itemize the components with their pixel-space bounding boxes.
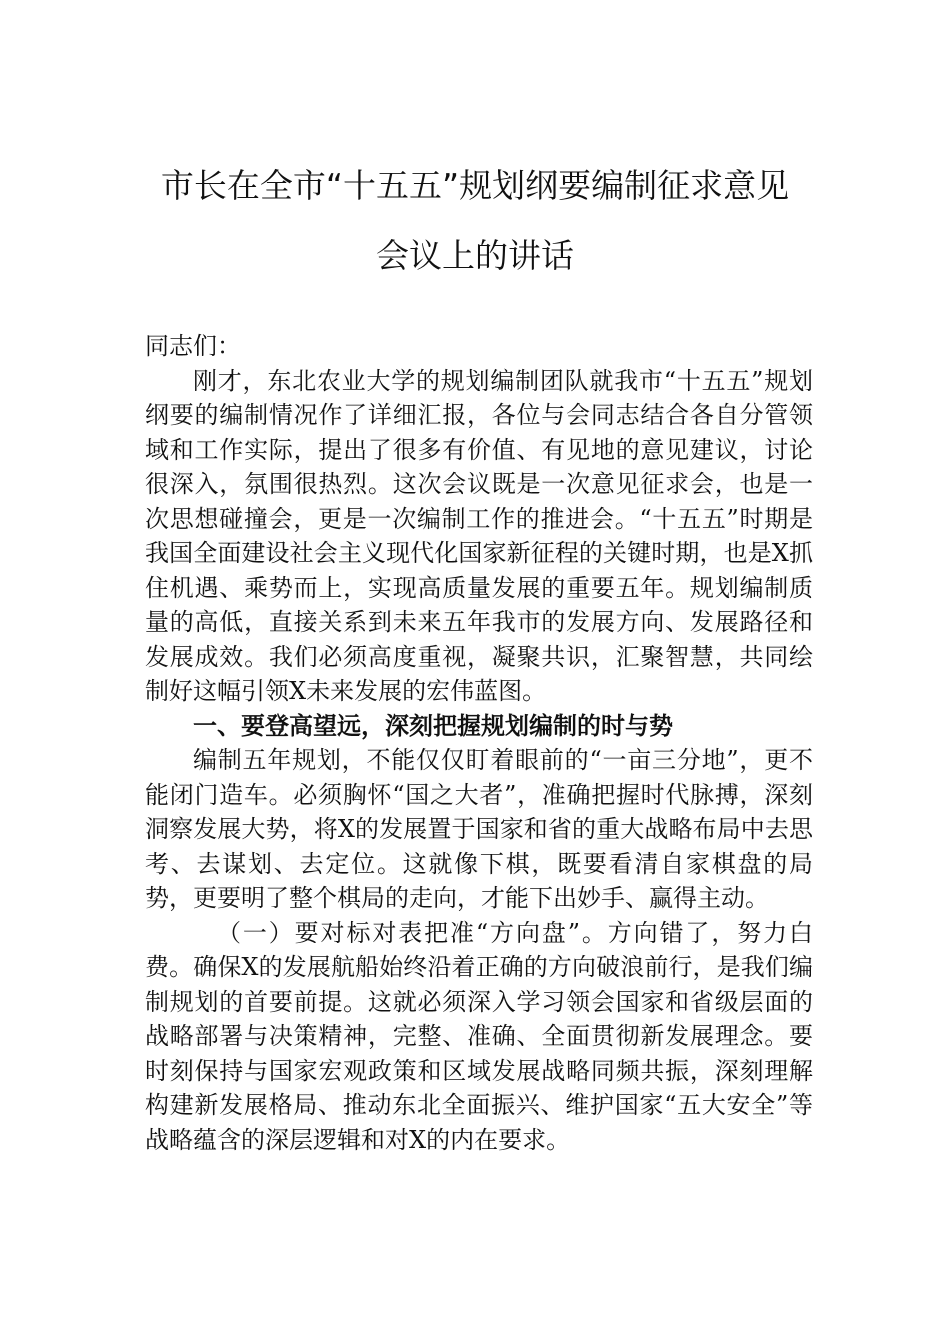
salutation: 同志们： <box>145 332 241 360</box>
section-heading-1: 一、要登高望远，深刻把握规划编制的时与势 <box>193 711 673 740</box>
body-paragraph-section-1: 编制五年规划，不能仅仅盯着眼前的“一亩三分地”，更不能闭门造车。必须胸怀“国之大者”，准确把握时代脉搏，深刻洞察发展大势，将X的发展置于国家和省的重大战略布局中去思考、去谋划、去定位。这就像下棋，既要看清自家棋盘的局势，更要明了整个棋局的走向，才能下出妙手、赢得主动。 <box>145 746 813 912</box>
body-paragraph-subsection-1: （一）要对标对表把准“方向盘”。方向错了，努力白费。确保X的发展航船始终沿着正确的方向破浪前行，是我们编制规划的首要前提。这就必须深入学习领会国家和省级层面的战略部署与决策精神，完整、准确、全面贯彻新发展理念。要时刻保持与国家宏观政策和区域发展战略同频共振，深刻理解构建新发展格局、推动东北全面振兴、维护国家“五大安全”等战略蕴含的深层逻辑和对X的内在要求。 <box>145 918 813 1154</box>
document-title-line-1: 市长在全市“十五五”规划纲要编制征求意见 <box>160 166 790 205</box>
document-body <box>145 329 813 1157</box>
document-title-line-2: 会议上的讲话 <box>376 236 574 275</box>
body-paragraph-intro: 刚才，东北农业大学的规划编制团队就我市“十五五”规划纲要的编制情况作了详细汇报，各位与会同志结合各自分管领域和工作实际，提出了很多有价值、有见地的意见建议，讨论很深入，氛围很热烈。这次会议既是一次意见征求会，也是一次思想碰撞会，更是一次编制工作的推进会。“十五五”时期是我国全面建设社会主义现代化国家新征程的关键时期，也是X抓住机遇、乘势而上，实现高质量发展的重要五年。规划编制质量的高低，直接关系到未来五年我市的发展方向、发展路径和发展成效。我们必须高度重视，凝聚共识，汇聚智慧，共同绘制好这幅引领X未来发展的宏伟蓝图。 <box>145 366 813 705</box>
